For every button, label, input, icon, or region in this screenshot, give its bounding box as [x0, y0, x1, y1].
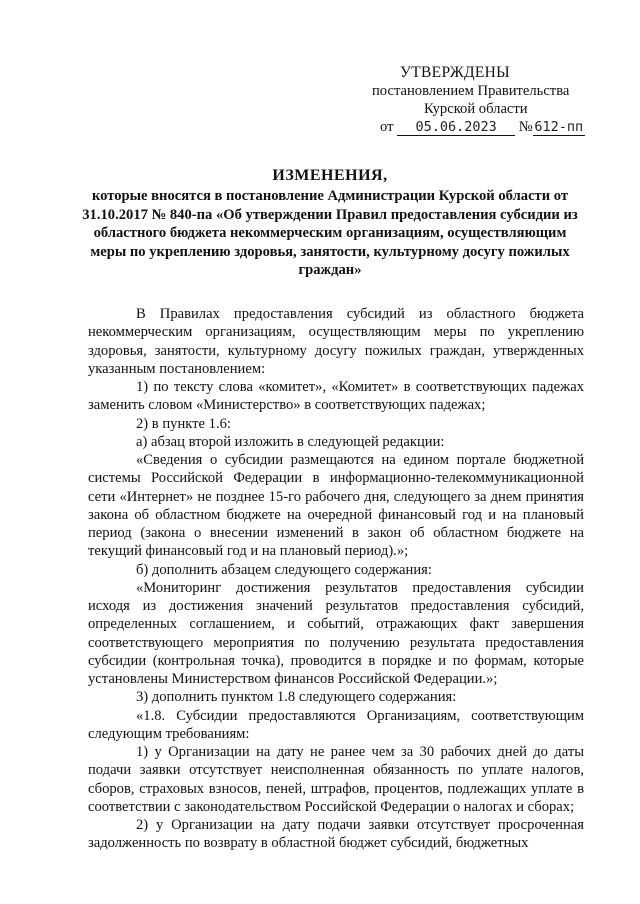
body-paragraph: б) дополнить абзацем следующего содержания:	[136, 561, 432, 578]
approval-stamp-block	[372, 64, 612, 136]
body-paragraph: 2) у Организации на дату подачи заявки отсутствует просроченная задолженность по возврату в областной бюджет субсидий, бюджетных	[88, 817, 584, 852]
document-title-block	[80, 166, 580, 280]
body-paragraph: «Мониторинг достижения результатов предоставления субсидии исходя из достижения значений результатов предоставления субсидий, определенных соглашением, и событий, отражающих факт завершения соответствующего мероприятия по получению результата предоставления субсидии (контрольная точка), проводится в порядке и по формам, которые установлены Министерством финансов Российской Федерации.»;	[88, 579, 584, 687]
body-paragraph: 3) дополнить пунктом 1.8 следующего содержания:	[136, 689, 457, 706]
document-subtitle: которые вносятся в постановление Администрации Курской области от 31.10.2017 № 840-па «Об утверждении Правил предоставления субсидии из областного бюджета некоммерческим организациям, осуществляющим меры по укреплению здоровья, занятости, культурному досугу пожилых граждан»	[82, 188, 578, 279]
document-body	[88, 305, 584, 853]
date-prefix: от	[380, 119, 394, 135]
body-paragraph: «1.8. Субсидии предоставляются Организациям, соответствующим следующим требованиям:	[88, 707, 584, 742]
body-paragraph: «Сведения о субсидии размещаются на едином портале бюджетной системы Российской Федерации в информационно-телекоммуникационной сети «Интернет» не позднее 15-го рабочего дня, следующего за днем принятия закона об областном бюджете на очередной финансовый год и на плановый период (закона о внесении изменений в закон об областном бюджете на текущий финансовый год и на плановый период).»;	[88, 452, 584, 560]
body-paragraph: В Правилах предоставления субсидий из областного бюджета некоммерческим организациям, осуществляющим меры по укреплению здоровья, занятости, культурному досугу пожилых граждан, утвержденных указанным постановлением:	[88, 306, 584, 377]
approval-date: 05.06.2023	[397, 120, 515, 136]
approval-number: 612-пп	[534, 119, 584, 135]
number-prefix: №	[518, 119, 533, 135]
document-title: ИЗМЕНЕНИЯ,	[272, 167, 388, 184]
approval-heading: УТВЕРЖДЕНЫ	[400, 64, 510, 81]
approval-line-region: Курской области	[424, 101, 528, 117]
body-paragraph: 1) по тексту слова «комитет», «Комитет» в соответствующих падежах заменить словом «Министерство» в соответствующих падежах;	[88, 379, 584, 414]
body-paragraph: а) абзац второй изложить в следующей редакции:	[136, 433, 445, 450]
approval-date-number-line	[372, 118, 612, 136]
body-paragraph: 2) в пункте 1.6:	[136, 415, 231, 432]
approval-line-government: постановлением Правительства	[372, 83, 570, 99]
body-paragraph: 1) у Организации на дату не ранее чем за 30 рабочих дней до даты подачи заявки отсутствует неисполненная обязанность по уплате налогов, сборов, страховых взносов, пеней, штрафов, процентов, подлежащих уплате в соответствии с законодательством Российской Федерации о налогах и сборах;	[88, 744, 584, 815]
